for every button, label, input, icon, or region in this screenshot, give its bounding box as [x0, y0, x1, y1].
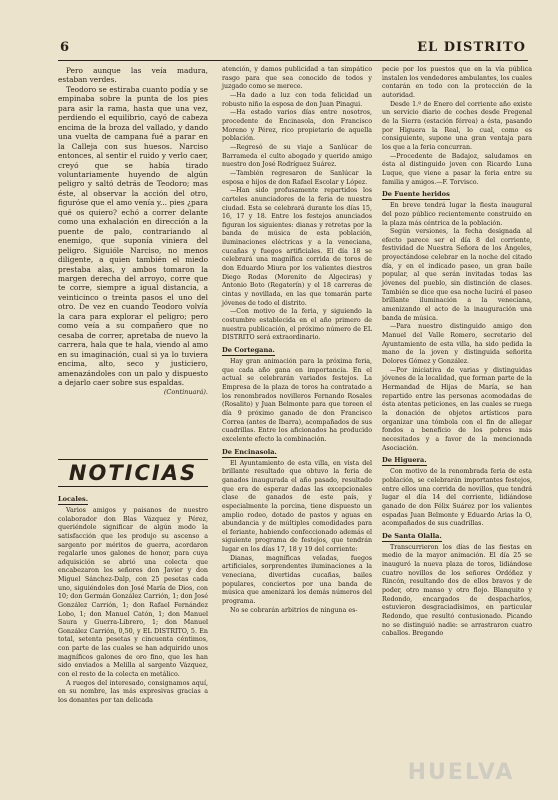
news-paragraph: pecie por los puestos que en la vía pública instalen los vendedores ambulantes, los cuales contarán en todo con la protección de la autoridad. [382, 66, 532, 99]
encinasola-paragraph: No se cobrarán arbitrios de ninguna es- [230, 606, 358, 614]
news-paragraph: —Con motivo de la feria, y siguiendo la costumbre establecida en el año primero de nuestra publicación, el próximo número de EL DISTRITO será extraordinario. [222, 308, 372, 342]
encinasola-paragraph: El Ayuntamiento de esta villa, en vista del brillante resultado que obtuvo la feria de ganados inaugurada el año pasado, resultado que era de esperar dadas las excepcionales clase de ganados de este país, y especialmente la porcina, tiene dispuesto un amplio rodeo, dotado de pastos y aguas en abundancia y de múltiples comodidades para el feriante, habiendo confeccionado además el siguiente programa de festejos, que tendrán lugar en los días 17, 18 y 19 del corriente: [222, 459, 372, 554]
fuente-heridos-heading: De Fuente heridos [382, 190, 450, 199]
news-paragraph: atención, y damos publicidad a tan simpático rasgo para que sea conocido de todos y juzgado como se merece. [222, 66, 372, 91]
higuera-heading: De Higuera. [382, 456, 427, 465]
locales-heading: Locales. [58, 495, 89, 503]
higuera-paragraph: Con motivo de la renombrada feria de esta población, se celebrarán importantes festejos, entre ellos una corrida de novillos, que tendrá lugar el día 14 del corriente, lidiándose ganado de don Félix Suárez por los valientes espadas Juan Belmonte y Eduardo Arias la O, acompañados de sus cuadrillas. [382, 468, 532, 528]
section-heading [58, 459, 208, 487]
newspaper-title: EL DISTRITO [417, 40, 526, 55]
page-number: 6 [60, 40, 70, 55]
serial-paragraph: Pero aunque las veía madura, estaban verdes. [58, 66, 208, 85]
encinasola-paragraph: Dianas, magníficas veladas, fuegos artificiales, sorprendentes iluminaciones a la veneciana, divertidas cucañas, bailes populares, conciertos por una banda de música que amenizará los demás números del programa. [222, 554, 372, 606]
fuente-heridos-paragraph: —Por iniciativa de varias y distinguidas jóvenes de la localidad, que forman parte de la Hermandad de Hijas de María, se han repartido entre las personas acomodadas de ésta atentas peticiones, en las cuales se ruega la donación de objetos artísticos para organizar una tómbola con el fin de allegar fondos a beneficio de los pobres más necesitados y a favor de la mencionada Asociación. [382, 366, 532, 452]
running-head [58, 38, 528, 61]
news-paragraph: —Procedente de Badajoz, saludamos en ésta al distinguido joven con Ricardo Luna Luque, que viene a pasar la feria entre su familia y amigos.—F. Torvisco. [382, 152, 532, 186]
cortegana-heading: De Cortegana. [222, 346, 275, 354]
news-paragraph: —Ha dado a luz con toda felicidad un robusto niño la esposa de don Juan Pinagui. [222, 91, 372, 108]
locales-paragraph: A ruegos del interesado, consignamos aquí, en su nombre, las más expresivas gracias a los donantes por tan delicada [58, 679, 208, 704]
fuente-heridos-paragraph: En breve tendrá lugar la fiesta inaugural del pozo público recientemente construido en la plaza más céntrica de la población. [382, 202, 532, 227]
cortegana-paragraph: Hay gran animación para la próxima feria, que cada año gana en importancia. En el actual se celebrarán variados festejos. La Empresa de la plaza de toros ha contratado a los renombrados novilleros Fernando Rosales (Rosalito) y Juan Belmonte para que toreen el día 9 próximo ganado de don Francisco Correa (antes de Ibarra), acompañados de sus cuadrillas. Entre los aficionados ha producido excelente efecto la combinación. [222, 358, 372, 443]
section-title: NOTICIAS [68, 461, 198, 485]
locales-paragraph: Varios amigos y paisanos de nuestro colaborador don Blas Vázquez y Pérez, queriéndole significar de algún modo la satisfacción que les produjo su ascenso a sargento por méritos de guerra, acordaron regalarle unos galones de honor, para cuya adquisición se abrió una colecta que encabezaron los señores don Javier y don Miguel Sánchez-Dalp, con 25 pesetas cada uno, siguiéndoles don José María de Dios, con 10; don Germán González Carrión, 1; don José González Carrión, 1; don Rafael Fernández Lobo, 1; don Manuel Catón, 1; don Manuel Saura y Guerra-Librero, 1; don Manuel González Carrión, 0,50, y EL DISTRITO, 5. En total, setenta pesetas y cincuenta céntimos, con parte de las cuales se han adquirido unos magníficos galones de oro fino, que les han sido enviados a Melilla al sargento Vázquez, con el resto de la colecta en metálico. [58, 507, 208, 678]
news-paragraph: —Han sido profusamente repartidos los carteles anunciadores de la feria de nuestra ciudad. Esta se celebrará durante los días 15, 16, 17 y 18. Entre los festejos anunciados figuran los siguientes: dianas y retretas por la banda de música de esta población, iluminaciones eléctricas y a la veneciana, cucañas y fuegos artificiales. El día 18 se celebrará una magnífica corrida de toros de don Eduardo Miura por los valientes diestros Diego Rodas (Morenito de Algeciras) y Antonio Boto (Regaterín) y el 18 carreras de cintas y novillada, en las que tomarán parte jóvenes de todo el distrito. [222, 187, 372, 307]
serial-paragraph: Teodoro se estiraba cuanto podía y se empinaba sobre la punta de los pies para asir la rama, hasta que una vez, perdiendo el equilibrio, cayó de cabeza encima de la broza del vallado, y dando una vuelta de campana fué a parar en la Calleja con sus huesos. Narciso entonces, al sentir el ruido y verlo caer, creyó que se había tirado voluntariamente huyendo de algún peligro y saltó detrás de Teodoro; mas éste, al observar la acción del otro, figuróse que el amo venía y... pies ¿para qué os quiero? echó a correr delante como una exhalación en dirección a la puente de palo, contrariando al enemigo, que suponía viniera del peligro. Siguióle Narciso, no menos diligente, a quien también el miedo prestaba alas, y ambos tomaron la margen derecha del arroyo, corre que te corre, siempre a igual distancia, a veinticinco o treinta pasos el uno del otro. De vez en cuando Teodoro volvía la cara para explorar el peligro; pero como veía a su compañero que no cesaba de correr, apretaba de nuevo la carrera, hala que te hala, viendo al amo en su imaginación, cual si ya lo tuviera encima, alto, seco y justiciero, amenazándoles con un palo y dispuesto a dejarlo caer sobre sus espaldas. [58, 84, 208, 387]
santa-olalla-paragraph: Transcurrieron los días de las fiestas en medio de la mayor animación. El día 25 se inauguró la nueva plaza de toros, lidiándose cuatro novillos de los señores Ordóñez y Rincón, resultando dos de ellos bravos y de poder, otro manso y otro flojo. Blanquito y Redondo, encargados de despacharlos, estuvieron desgraciadísimos, en particular Redondo, que resultó contusionado. Picando no se distinguió nadie: se arrastraron cuatro caballos. Bregando [382, 543, 532, 638]
encinasola-heading: De Encinasola. [222, 447, 277, 456]
locales-column [58, 492, 208, 705]
news-paragraph: —Regresó de su viaje a Sanlúcar de Barrameda el culto abogado y querido amigo nuestro don José Rodríguez Suárez. [222, 143, 372, 169]
news-paragraph: —También regresaron de Sanlúcar la esposa e hijos de don Rafael Escolar y López. [222, 169, 372, 186]
news-paragraph: Desde 1.º de Enero del corriente año existe un servicio diario de coches desde Fregenal de la Sierra (estación férrea) a ésta, pasando por Higuera la Real, lo cual, como es consiguiente, supone una gran ventaja para los que a la feria concurran. [382, 100, 532, 151]
fuente-heridos-paragraph: Según versiones, la fecha designada al efecto parece ser el día 8 del corriente, festividad de Nuestra Señora de los Ángeles, proyectándose celebrar en la noche del citado día, y en el indicado paseo, un gran baile popular, al que serán invitadas todas las jóvenes del pueblo, sin distinción de clases. También se dice que esa noche lucirá el paseo brillante iluminación a la veneciana, amenizando el acto de la inauguración una banda de música. [382, 228, 532, 322]
column-three [382, 66, 532, 639]
santa-olalla-heading: De Santa Olalla. [382, 531, 442, 540]
column-two [222, 66, 372, 615]
fuente-heridos-paragraph: —Para nuestro distinguido amigo don Manuel del Valle Romero, secretario del Ayuntamiento de esta villa, ha sido pedida la mano de la joven y distinguida señorita Dolores Gómez y González. [382, 323, 532, 365]
serial-column [58, 66, 208, 398]
archive-watermark: HUELVA [407, 760, 515, 785]
news-paragraph: —Ha estado varios días entre nosotros, procedente de Encinasola, don Francisco Moreno y Pérez, rico propietario de aquella población. [222, 109, 372, 143]
serial-signature: (Continuará). [163, 388, 208, 397]
